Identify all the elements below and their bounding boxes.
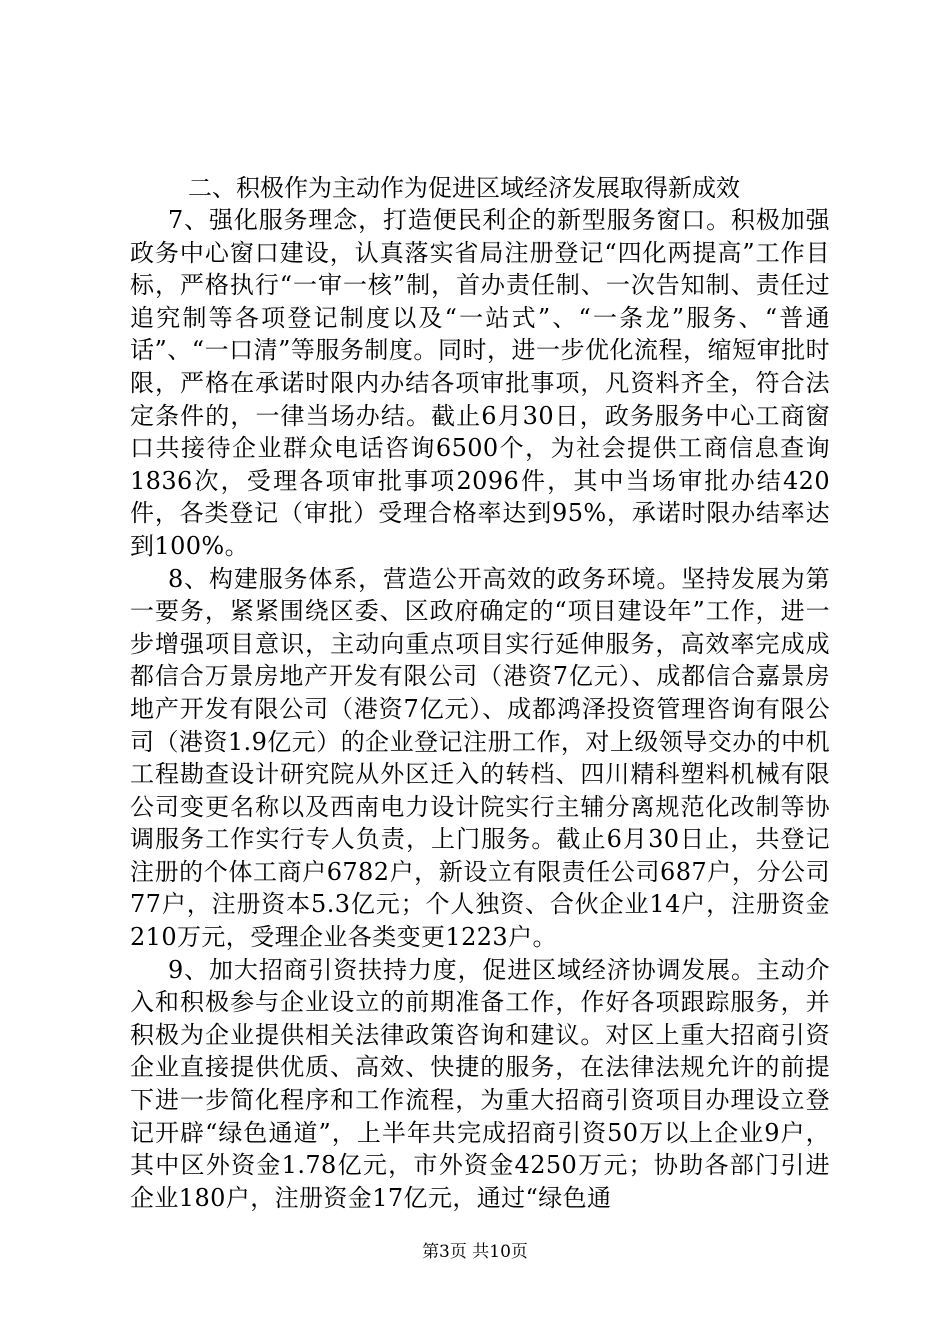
- paragraph-8: 8、构建服务体系，营造公开高效的政务环境。坚持发展为第一要务，紧紧围绕区委、区政府确定的“项目建设年”工作，进一步增强项目意识，主动向重点项目实行延伸服务，高效率完成成都信合万景房地产开发有限公司（港资7亿元）、成都信合嘉景房地产开发有限公司（港资7亿元）、成都鸿泽投资管理咨询有限公司（港资1.9亿元）的企业登记注册工作，对上级领导交办的中机工程勘查设计研究院从外区迁入的转档、四川精科塑料机械有限公司变更名称以及西南电力设计院实行主辅分离规范化改制等协调服务工作实行专人负责，上门服务。截止6月30日止，共登记注册的个体工商户6782户，新设立有限责任公司687户，分公司77户，注册资本5.3亿元；个人独资、合伙企业14户，注册资金210万元，受理企业各类变更1223户。: [130, 564, 830, 952]
- section-heading: 二、积极作为主动作为促进区域经济发展取得新成效: [188, 174, 740, 202]
- paragraph-9: 9、加大招商引资扶持力度，促进区域经济协调发展。主动介入和积极参与企业设立的前期准备工作，作好各项跟踪服务，并积极为企业提供相关法律政策咨询和建议。对区上重大招商引资企业直接提供优质、高效、快捷的服务，在法律法规允许的前提下进一步简化程序和工作流程，为重大招商引资项目办理设立登记开辟“绿色通道”，上半年共完成招商引资50万以上企业9户，其中区外资金1.78亿元，市外资金4250万元；协助各部门引进企业180户，注册资金17亿元，通过“绿色通: [130, 955, 830, 1212]
- page-footer: 第3页 共10页: [422, 1242, 528, 1262]
- paragraph-7: 7、强化服务理念，打造便民利企的新型服务窗口。积极加强政务中心窗口建设，认真落实省局注册登记“四化两提高”工作目标，严格执行“一审一核”制，首办责任制、一次告知制、责任过追究制等各项登记制度以及“一站式”、“一条龙”服务、“普通话”、“一口清”等服务制度。同时，进一步优化流程，缩短审批时限，严格在承诺时限内办结各项审批事项，凡资料齐全，符合法定条件的，一律当场办结。截止6月30日，政务服务中心工商窗口共接待企业群众电话咨询6500个，为社会提供工商信息查询1836次，受理各项审批事项2096件，其中当场审批办结420件，各类登记（审批）受理合格率达到95%，承诺时限办结率达到100%。: [130, 206, 830, 560]
- document-body: [130, 172, 830, 1214]
